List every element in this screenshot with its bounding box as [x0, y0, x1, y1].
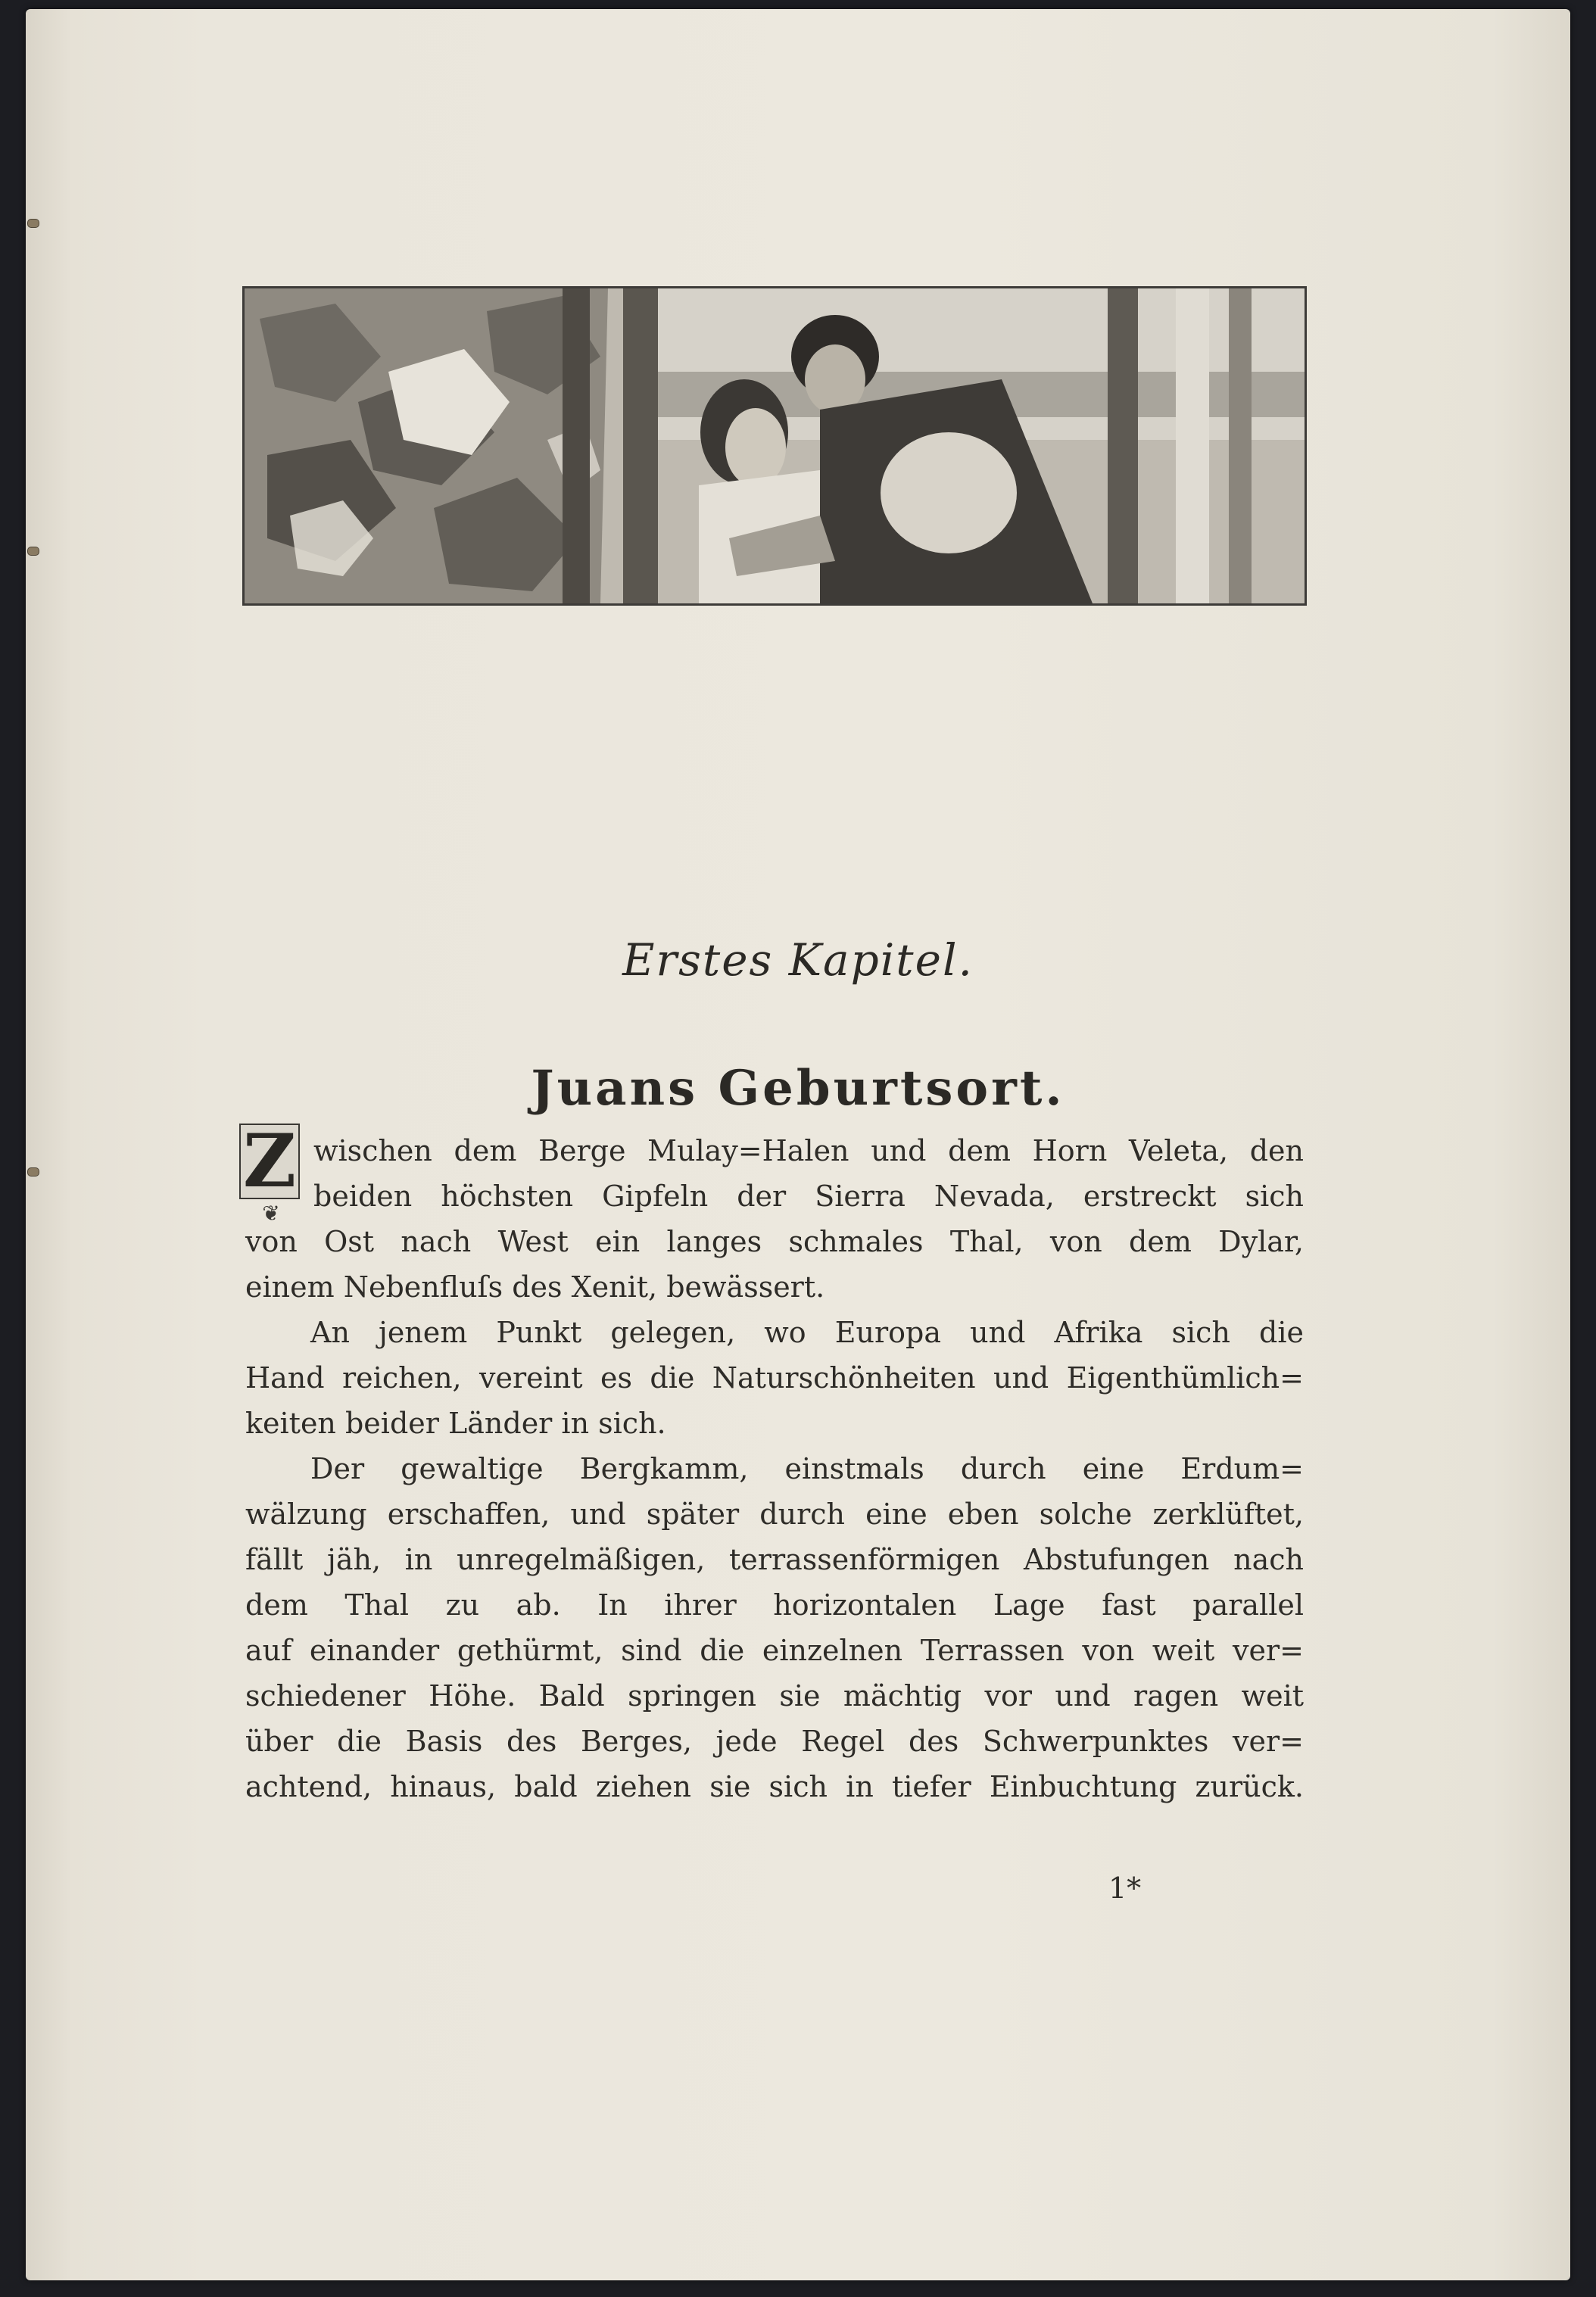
text-line: wischen dem Berge Mulay=Halen und dem Horn Veleta, den	[313, 1134, 1304, 1167]
text-line: schiedener Höhe. Bald springen sie mächtig vor und ragen weit	[245, 1679, 1304, 1713]
header-illustration	[242, 286, 1307, 606]
text-line: beiden höchsten Gipfeln der Sierra Nevada, erstreckt sich	[313, 1180, 1304, 1213]
binding-hole	[27, 1167, 39, 1177]
text-line: An jenem Punkt gelegen, wo Europa und Afrika sich die	[310, 1316, 1304, 1349]
text-line: von Ost nach West ein langes schmales Thal, von dem Dylar,	[245, 1225, 1304, 1258]
paragraph	[245, 1446, 1304, 1809]
text-line: einem Nebenfluſs des Xenit, bewässert.	[245, 1270, 825, 1304]
book-page	[26, 9, 1570, 2280]
text-line: dem Thal zu ab. In ihrer horizontalen Lage fast parallel	[245, 1588, 1304, 1622]
drop-cap-ornament-icon: ❦	[262, 1201, 280, 1226]
text-line: auf einander gethürmt, sind die einzelnen Terrassen von weit ver=	[245, 1634, 1304, 1667]
text-line: wälzung erschaffen, und später durch eine eben solche zerklüftet,	[245, 1498, 1304, 1531]
binding-hole	[27, 219, 39, 228]
text-line: achtend, hinaus, bald ziehen sie sich in tiefer Einbuchtung zurück.	[245, 1770, 1304, 1803]
chapter-body	[242, 1118, 1304, 1809]
text-line: fällt jäh, in unregelmäßigen, terrassenförmigen Abstufungen nach	[245, 1543, 1304, 1576]
first-paragraph	[242, 1118, 1304, 1310]
text-line: Der gewaltige Bergkamm, einstmals durch eine Erdum=	[310, 1452, 1304, 1485]
text-line: über die Basis des Berges, jede Regel des Schwerpunktes ver=	[245, 1725, 1304, 1758]
drop-cap: Z	[239, 1124, 300, 1199]
chapter-number: Erstes Kapitel.	[622, 934, 974, 986]
engraving-image	[245, 288, 1305, 603]
chapter-title: Juans Geburtsort.	[531, 1060, 1065, 1117]
text-line: Hand reichen, vereint es die Naturschönheiten und Eigenthümlich=	[245, 1361, 1304, 1395]
binding-hole	[27, 547, 39, 556]
paragraph	[245, 1310, 1304, 1446]
page-number: 1*	[1108, 1872, 1142, 1905]
text-line: keiten beider Länder in sich.	[245, 1407, 666, 1440]
